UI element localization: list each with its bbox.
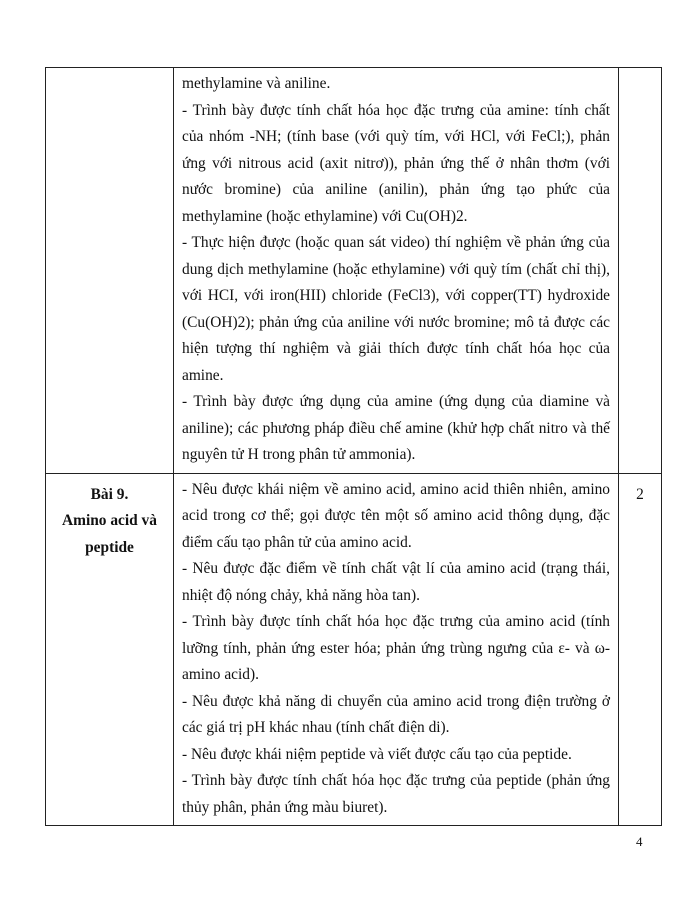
content-line: - Nêu được khái niệm peptide và viết được cấu tạo của peptide. (182, 745, 572, 763)
lesson-title: peptide (85, 538, 134, 556)
lesson-title: Amino acid và (62, 512, 157, 529)
table-row (46, 473, 662, 826)
content-line: - Thực hiện được (hoặc quan sát video) thí nghiệm về phản ứng của dung dịch methylamine (hoặc ethylamine) với quỳ tím (chất chỉ thị), với HCI, với iron(HII) chloride (FeCl3), với copper(TT) hydroxide (Cu(OH)2); phản ứng của aniline với nước bromine; mô tả được các hiện tượng thí nghiệm và giải thích được tính chất hóa học của amine. (182, 234, 610, 384)
content-line: - Nêu được khả năng di chuyển của amino acid trong điện trường ở các giá trị pH khác nhau (tính chất điện di). (182, 692, 610, 736)
periods-cell (619, 68, 662, 474)
content-line: - Trình bày được tính chất hóa học đặc trưng của peptide (phản ứng thủy phân, phản ứng màu biuret). (182, 772, 610, 816)
content-cell (174, 68, 619, 474)
content-line: methylamine và aniline. (182, 75, 331, 92)
lesson-cell (46, 68, 174, 474)
content-cell (174, 473, 619, 826)
table-row (46, 68, 662, 474)
periods-value: 2 (636, 485, 644, 503)
lesson-cell (46, 473, 174, 826)
content-line: - Nêu được đặc điểm về tính chất vật lí của amino acid (trạng thái, nhiệt độ nóng chảy, khả năng hòa tan). (182, 560, 610, 604)
content-line: - Trình bày được tính chất hóa học đặc trưng của amino acid (tính lưỡng tính, phản ứng ester hóa; phản ứng trùng ngưng của ε- và ω-amino acid). (182, 613, 610, 683)
curriculum-table (45, 67, 662, 826)
content-line: - Trình bày được tính chất hóa học đặc trưng của amine: tính chất của nhóm -NH; (tính base (với quỳ tím, với HCl, với FeCl;), phản ứng với nitrous acid (axit nitrơ)), phản ứng thế ở nhân thơm (với nước bromine) của aniline (anilin), phản ứng tạo phức của methylamine (hoặc ethylamine) với Cu(OH)2. (182, 101, 610, 225)
content-line: - Trình bày được ứng dụng của amine (ứng dụng của diamine và aniline); các phương pháp điều chế amine (khử hợp chất nitro và thế nguyên tử H trong phân tử ammonia). (182, 393, 610, 463)
lesson-number: Bài 9. (90, 485, 129, 503)
content-line: - Nêu được khái niệm về amino acid, amino acid thiên nhiên, amino acid trong cơ thể; gọi được tên một số amino acid thông dụng, đặc điểm cấu tạo phân tử của amino acid. (182, 480, 610, 551)
page-number: 4 (636, 834, 643, 849)
periods-cell (619, 473, 662, 826)
